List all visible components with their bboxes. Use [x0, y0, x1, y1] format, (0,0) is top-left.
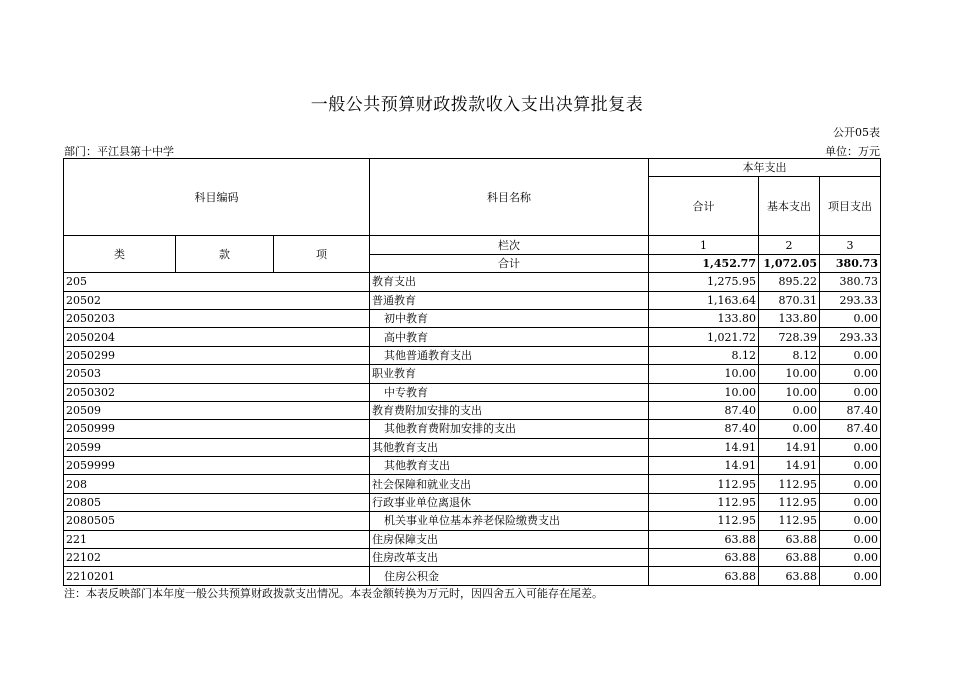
header-subject-name: 科目名称	[370, 159, 649, 236]
subject-code-cell: 2050203	[64, 309, 370, 327]
basic-cell: 112.95	[759, 512, 820, 530]
total-row-total: 1,452.77	[649, 254, 759, 272]
column-number-2: 2	[759, 236, 820, 254]
table-row	[64, 475, 881, 493]
subject-code-cell: 2050204	[64, 328, 370, 346]
project-cell: 0.00	[820, 549, 881, 567]
subject-code-cell: 208	[64, 475, 370, 493]
header-project-expenditure: 项目支出	[820, 177, 881, 236]
total-row-label: 合计	[370, 254, 649, 272]
total-row-project: 380.73	[820, 254, 881, 272]
header-total: 合计	[649, 177, 759, 236]
subject-code-cell: 2050302	[64, 383, 370, 401]
header-item: 项	[274, 236, 370, 273]
basic-cell: 0.00	[759, 420, 820, 438]
total-cell: 87.40	[649, 420, 759, 438]
basic-cell: 895.22	[759, 273, 820, 291]
subject-code-cell: 2210201	[64, 567, 370, 585]
table-row	[64, 549, 881, 567]
project-cell: 293.33	[820, 328, 881, 346]
subject-name-cell: 其他教育费附加安排的支出	[370, 420, 649, 438]
table-row	[64, 420, 881, 438]
total-cell: 112.95	[649, 475, 759, 493]
table-row	[64, 438, 881, 456]
subject-name-cell: 住房改革支出	[370, 549, 649, 567]
basic-cell: 10.00	[759, 365, 820, 383]
project-cell: 0.00	[820, 438, 881, 456]
expenditure-table	[63, 158, 881, 586]
subject-name-cell: 机关事业单位基本养老保险缴费支出	[370, 512, 649, 530]
table-row	[64, 530, 881, 548]
subject-name-cell: 社会保障和就业支出	[370, 475, 649, 493]
table-row	[64, 457, 881, 475]
unit-label: 单位：万元	[825, 145, 880, 158]
project-cell: 0.00	[820, 365, 881, 383]
subject-name-cell: 行政事业单位离退休	[370, 493, 649, 511]
header-column-no: 栏次	[370, 236, 649, 254]
basic-cell: 728.39	[759, 328, 820, 346]
subject-name-cell: 其他教育支出	[370, 457, 649, 475]
total-cell: 14.91	[649, 457, 759, 475]
total-cell: 63.88	[649, 567, 759, 585]
total-row-basic: 1,072.05	[759, 254, 820, 272]
total-cell: 133.80	[649, 309, 759, 327]
subject-code-cell: 20805	[64, 493, 370, 511]
table-row	[64, 383, 881, 401]
subject-name-cell: 教育费附加安排的支出	[370, 401, 649, 419]
subject-name-cell: 中专教育	[370, 383, 649, 401]
project-cell: 87.40	[820, 420, 881, 438]
header-subject-code: 科目编码	[64, 159, 370, 236]
form-number: 公开05表	[833, 126, 880, 139]
subject-name-cell: 住房保障支出	[370, 530, 649, 548]
basic-cell: 133.80	[759, 309, 820, 327]
subject-name-cell: 初中教育	[370, 309, 649, 327]
table-row	[64, 365, 881, 383]
basic-cell: 0.00	[759, 401, 820, 419]
project-cell: 0.00	[820, 383, 881, 401]
subject-code-cell: 2050299	[64, 346, 370, 364]
total-cell: 112.95	[649, 493, 759, 511]
subject-name-cell: 普通教育	[370, 291, 649, 309]
report-title: 一般公共预算财政拨款收入支出决算批复表	[310, 95, 644, 115]
subject-code-cell: 22102	[64, 549, 370, 567]
table-row	[64, 493, 881, 511]
basic-cell: 14.91	[759, 438, 820, 456]
project-cell: 0.00	[820, 475, 881, 493]
basic-cell: 112.95	[759, 493, 820, 511]
subject-code-cell: 2080505	[64, 512, 370, 530]
subject-code-cell: 20599	[64, 438, 370, 456]
total-cell: 10.00	[649, 365, 759, 383]
subject-code-cell: 2050999	[64, 420, 370, 438]
subject-name-cell: 其他教育支出	[370, 438, 649, 456]
department-label: 部门：平江县第十中学	[64, 145, 174, 158]
table-row	[64, 401, 881, 419]
total-cell: 14.91	[649, 438, 759, 456]
project-cell: 0.00	[820, 512, 881, 530]
project-cell: 0.00	[820, 346, 881, 364]
header-current-year-expenditure: 本年支出	[649, 159, 881, 177]
basic-cell: 112.95	[759, 475, 820, 493]
basic-cell: 14.91	[759, 457, 820, 475]
project-cell: 293.33	[820, 291, 881, 309]
subject-name-cell: 住房公积金	[370, 567, 649, 585]
subject-name-cell: 职业教育	[370, 365, 649, 383]
subject-code-cell: 20502	[64, 291, 370, 309]
header-category: 类	[64, 236, 176, 273]
total-cell: 1,163.64	[649, 291, 759, 309]
header-section: 款	[176, 236, 274, 273]
subject-code-cell: 20509	[64, 401, 370, 419]
basic-cell: 63.88	[759, 549, 820, 567]
total-cell: 112.95	[649, 512, 759, 530]
header-basic-expenditure: 基本支出	[759, 177, 820, 236]
total-cell: 87.40	[649, 401, 759, 419]
total-cell: 8.12	[649, 346, 759, 364]
table-row	[64, 309, 881, 327]
subject-code-cell: 20503	[64, 365, 370, 383]
project-cell: 380.73	[820, 273, 881, 291]
table-row	[64, 273, 881, 291]
table-row	[64, 567, 881, 585]
project-cell: 0.00	[820, 530, 881, 548]
total-cell: 63.88	[649, 530, 759, 548]
basic-cell: 10.00	[759, 383, 820, 401]
subject-code-cell: 2059999	[64, 457, 370, 475]
column-number-3: 3	[820, 236, 881, 254]
table-row	[64, 346, 881, 364]
project-cell: 0.00	[820, 567, 881, 585]
basic-cell: 63.88	[759, 567, 820, 585]
project-cell: 87.40	[820, 401, 881, 419]
subject-code-cell: 205	[64, 273, 370, 291]
basic-cell: 8.12	[759, 346, 820, 364]
footnote: 注：本表反映部门本年度一般公共预算财政拨款支出情况。本表金额转换为万元时，因四舍五入可能存在尾差。	[64, 587, 603, 600]
basic-cell: 870.31	[759, 291, 820, 309]
total-cell: 1,275.95	[649, 273, 759, 291]
table-row	[64, 328, 881, 346]
subject-name-cell: 教育支出	[370, 273, 649, 291]
project-cell: 0.00	[820, 309, 881, 327]
total-cell: 10.00	[649, 383, 759, 401]
total-cell: 1,021.72	[649, 328, 759, 346]
table-row	[64, 291, 881, 309]
subject-code-cell: 221	[64, 530, 370, 548]
basic-cell: 63.88	[759, 530, 820, 548]
column-number-1: 1	[649, 236, 759, 254]
total-cell: 63.88	[649, 549, 759, 567]
project-cell: 0.00	[820, 493, 881, 511]
subject-name-cell: 其他普通教育支出	[370, 346, 649, 364]
table-row	[64, 512, 881, 530]
project-cell: 0.00	[820, 457, 881, 475]
subject-name-cell: 高中教育	[370, 328, 649, 346]
